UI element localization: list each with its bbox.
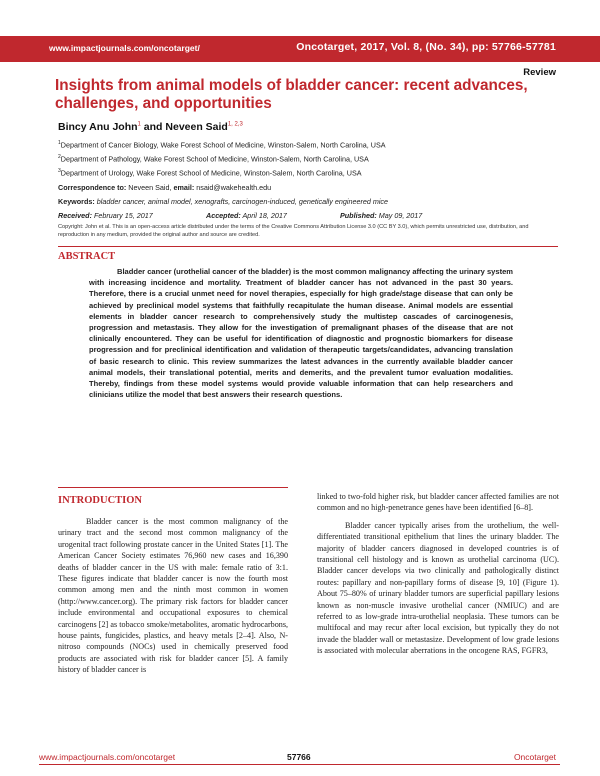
received-value: February 15, 2017 [91, 211, 153, 220]
published-label: Published: [340, 211, 377, 220]
affiliation [58, 140, 386, 149]
abstract-text: Bladder cancer (urothelial cancer of the bladder) is the most common malignancy affecting the urinary system with increasing incidence and mortality. Treatment of bladder cancer has not advanced in the past 30 years. Therefore, there is a crucial unmet need for novel therapies, especially for high grade/stage disease that can only be achieved by preclinical model systems that faithfully recapitulate the human disease. Animal models are essential elements in bladder cancer research to comprehensively study the multistep cascades of carcinogenesis, progression and metastasis. They allow for the investigation of premalignant phases of the disease that are not clinically encountered. They can be useful for identification of diagnostic and prognostic biomarkers for disease progression and for preclinical identification and validation of therapeutic targets/candidates, advancing translation of basic research to clinic. This review summarizes the latest advances in the currently available bladder cancer animal models, their translational potential, merits and demerits, and the prevalent tumor evaluation modalities. Thereby, findings from these model systems would provide valuable information that can help researchers and clinicians utilize the model that best answers their research questions. [89, 267, 513, 400]
paragraph: Bladder cancer is the most common malignancy of the urinary tract and the second most common malignancy of the urogenital tract following prostate cancer in the United States [1]. The American Cancer Society estimates 76,960 new cases and 16,390 deaths of bladder cancer in the US with male: female ratio of 3:1. These figures indicate that bladder cancer is now the fourth most common among men and the ninth most common in women (http://www.cancer.org). The primary risk factors for bladder cancer include environmental and occupational exposures to chemical carcinogens [2] as tobacco smoke/metabolites, aromatic hydrocarbons, house paints, fungicides, plastics, and heavy metals [2–4]. Also, N-nitroso compounds (NOCs) used in chemically preserved food products are associated with risk for bladder cancer [5]. A family history of bladder cancer is [58, 517, 288, 675]
author-affiliation-mark: 1, 2,3 [227, 121, 243, 128]
affiliation-number: 2 [58, 154, 61, 160]
accepted-date [206, 211, 287, 220]
footer-url-link[interactable]: www.impactjournals.com/oncotarget [39, 752, 176, 762]
article-citation: Oncotarget, 2017, Vol. 8, (No. 34), pp: 57766-57781 [296, 41, 556, 53]
footer-divider [39, 764, 560, 765]
published-date [340, 211, 422, 220]
abstract-heading: ABSTRACT [58, 251, 116, 262]
received-label: Received: [58, 211, 92, 220]
author-name: Neveen Said [165, 121, 228, 133]
accepted-value: April 18, 2017 [240, 211, 287, 220]
introduction-heading: INTRODUCTION [58, 495, 143, 506]
author-name: Bincy Anu John [58, 121, 138, 133]
correspondence-name: Neveen Said, [126, 183, 174, 192]
paragraph: Bladder cancer typically arises from the urothelium, the well-differentiated transitional epithelium that lines the urinary bladder. The majority of bladder cancers diagnosed in developed countries is of transitional cell histology and is known as urothelial carcinoma (UC). Bladder cancer develops via two clinically and pathologically distinct routes: papillary and non-papillary forms of disease [9, 10] (Figure 1). About 75–80% of urinary bladder tumors are superficial papillary lesions known as non-muscle invasive urothelial cancer (NMIUC) and are referred to as low-grade intra-urothelial neoplasia. These tumors can be multifocal and may recur after local excision, but typically they do not invade the bladder wall or metastasize. Development of low grade lesions is associated with molecular aberrations in the oncogene RAS, FGFR3, [317, 520, 559, 656]
published-value: May 09, 2017 [376, 211, 423, 220]
page-number: 57766 [287, 752, 311, 762]
affiliation-number: 1 [58, 140, 61, 146]
keywords-label: Keywords: [58, 197, 95, 206]
divider [58, 487, 288, 488]
right-column [317, 491, 559, 657]
author-list [58, 121, 243, 133]
email-link[interactable]: nsaid@wakehealth.edu [194, 183, 272, 192]
footer-journal-name: Oncotarget [513, 752, 556, 762]
keywords-value: bladder cancer, animal model, xenografts, carcinogen-induced, genetically engineered mice [94, 197, 389, 206]
affiliation [58, 168, 362, 177]
author-affiliation-mark: 1 [137, 121, 141, 128]
copyright-notice: Copyright: John et al. This is an open-access article distributed under the terms of the Creative Commons Attribution License 3.0 (CC BY 3.0), which permits unrestricted use, distribution, and reproduction in any medium, provided the original author and source are credited. [58, 224, 529, 238]
paragraph: linked to two-fold higher risk, but bladder cancer affected families are not common and no high-penetrance genes have been identified [6–8]. [317, 492, 559, 513]
affiliation-text: Department of Cancer Biology, Wake Forest School of Medicine, Winston-Salem, North Carolina, USA [60, 140, 386, 150]
left-column [58, 516, 288, 676]
affiliation-text: Department of Urology, Wake Forest School of Medicine, Winston-Salem, North Carolina, USA [60, 168, 362, 178]
accepted-label: Accepted: [206, 211, 241, 220]
article-type: Review [523, 67, 556, 78]
correspondence-label: Correspondence to: [58, 183, 127, 192]
correspondence-line [58, 183, 271, 192]
affiliation-text: Department of Pathology, Wake Forest School of Medicine, Winston-Salem, North Carolina, USA [60, 154, 369, 164]
journal-header-bar [0, 36, 600, 62]
keywords-line [58, 197, 388, 206]
affiliation [58, 154, 369, 163]
affiliation-number: 3 [58, 168, 61, 174]
journal-url-link[interactable]: www.impactjournals.com/oncotarget/ [49, 43, 200, 53]
author-separator: and [140, 121, 166, 133]
email-label: email: [173, 183, 195, 192]
received-date [58, 211, 153, 220]
article-title: Insights from animal models of bladder cancer: recent advances, challenges, and opportunities [55, 77, 528, 112]
divider [58, 246, 558, 247]
